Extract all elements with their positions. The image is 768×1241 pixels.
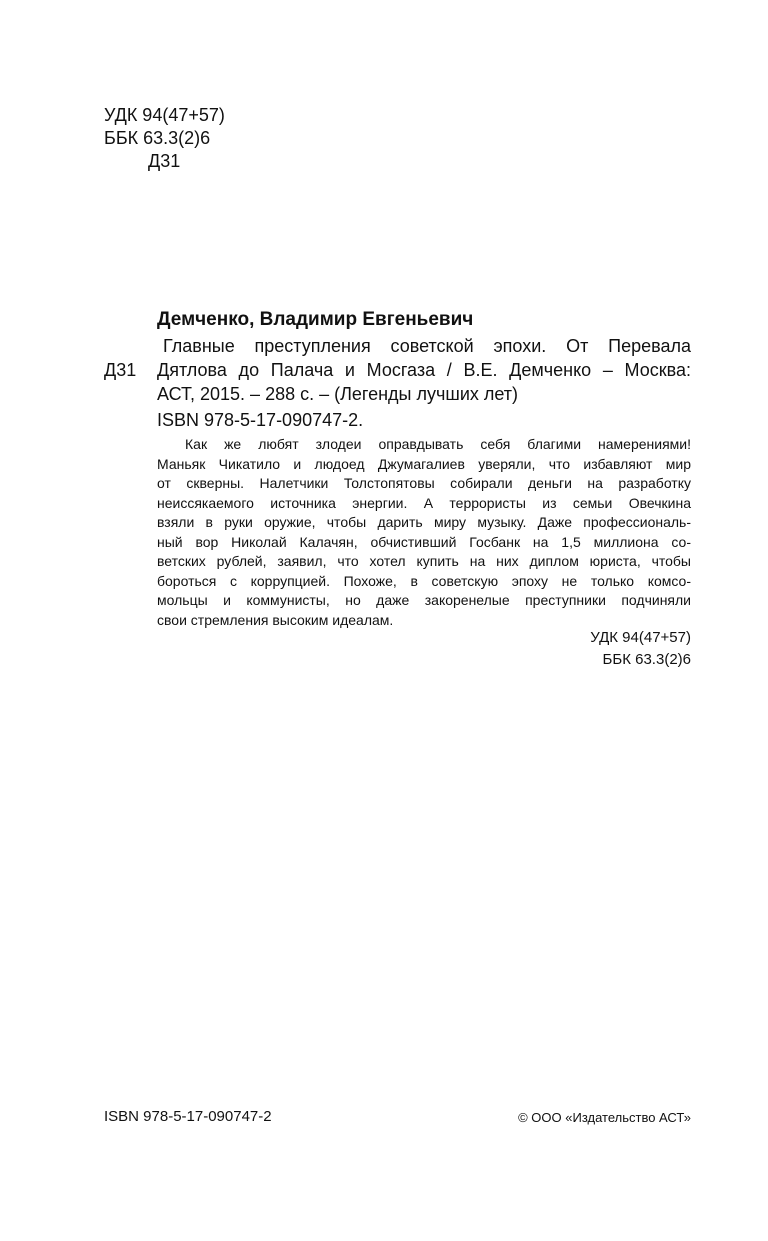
bbk-code: ББК 63.3(2)6 bbox=[104, 128, 211, 148]
annotation-line: Как же любят злодеи оправдывать себя благими намерениями! bbox=[185, 436, 691, 452]
annotation-line: мольцы и коммунисты, но даже закоренелые преступники подчиняли bbox=[157, 592, 691, 608]
annotation-line: Маньяк Чикатило и людоед Джумагалиев уверяли, что избавляют мир bbox=[157, 455, 691, 472]
footer-copyright: © ООО «Издательство АСТ» bbox=[518, 1110, 691, 1125]
annotation-line: неиссякаемого источника энергии. А террористы из семьи Овечкина bbox=[157, 494, 691, 511]
annotation-line: свои стремления высоким идеалам. bbox=[157, 611, 394, 628]
title-line: Главные преступления советской эпохи. От Перевала bbox=[163, 336, 691, 356]
annotation-line: ный вор Николай Калачян, обчистивший Госбанк на 1,5 миллиона со- bbox=[157, 533, 691, 550]
classification-block bbox=[590, 627, 691, 671]
isbn-record: ISBN 978-5-17-090747-2. bbox=[157, 410, 364, 430]
annotation-line: взяли в руки оружие, чтобы дарить миру музыку. Даже профессиональ- bbox=[157, 514, 691, 530]
udk-code-right: УДК 94(47+57) bbox=[590, 629, 691, 646]
footer-isbn: ISBN 978-5-17-090747-2 bbox=[104, 1108, 272, 1125]
annotation-line: бороться с коррупцией. Похоже, в советскую эпоху не только комсо- bbox=[157, 572, 691, 589]
title-description bbox=[157, 334, 691, 406]
title-line: Дятлова до Палача и Мосгаза / В.Е. Демченко – Москва: bbox=[157, 360, 691, 380]
bbk-code-right: ББК 63.3(2)6 bbox=[602, 651, 691, 668]
side-author-mark: Д31 bbox=[104, 360, 137, 380]
author-name: Демченко, Владимир Евгеньевич bbox=[157, 309, 474, 330]
annotation-line: ветских рублей, заявил, что хотел купить на них диплом юриста, чтобы bbox=[157, 553, 691, 569]
annotation-paragraph bbox=[157, 435, 691, 630]
annotation-line: от скверны. Налетчики Толстопятовы собирали деньги на разработку bbox=[157, 475, 691, 491]
title-line: АСТ, 2015. – 288 с. – (Легенды лучших лет) bbox=[157, 384, 519, 404]
udk-code: УДК 94(47+57) bbox=[104, 105, 225, 125]
author-mark: Д31 bbox=[148, 151, 181, 171]
